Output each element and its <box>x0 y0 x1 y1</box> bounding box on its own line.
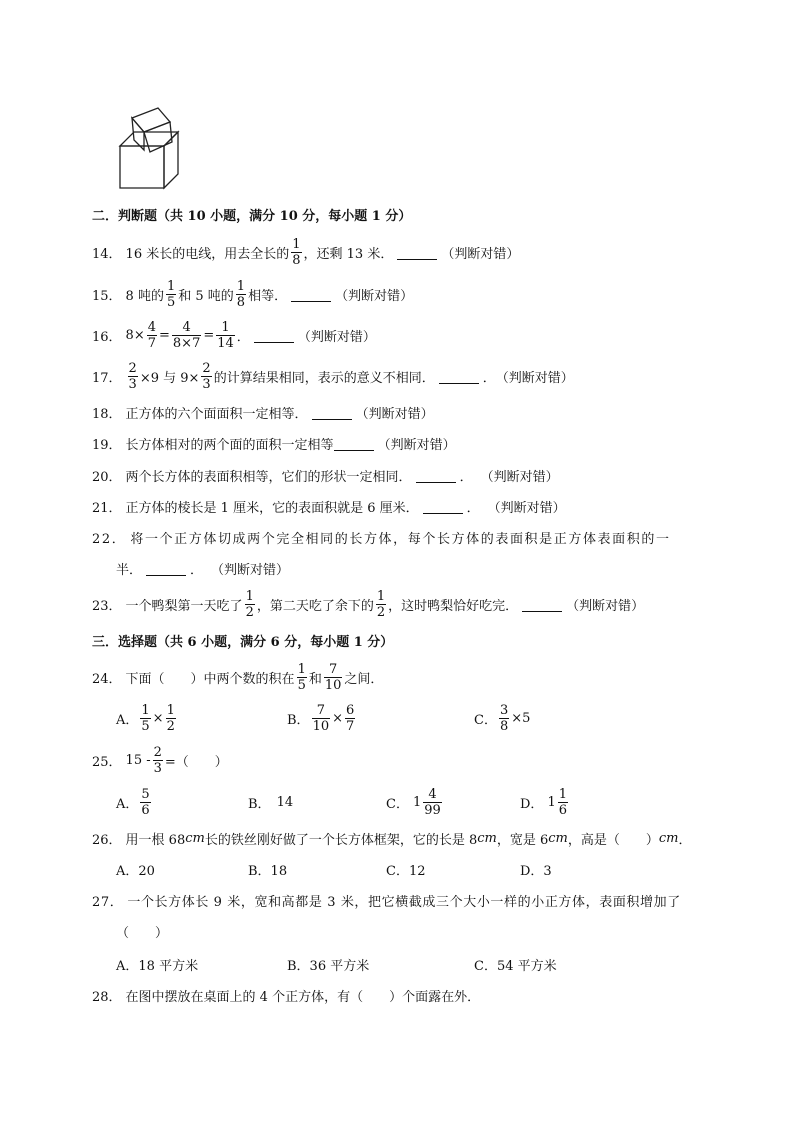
denominator: 6 <box>558 802 567 818</box>
question-text: ． <box>678 832 692 848</box>
equals-sign: = <box>203 327 215 343</box>
denominator: 8 <box>499 718 509 734</box>
denominator: 5 <box>297 677 306 693</box>
answer-blank[interactable] <box>312 405 352 420</box>
numerator: 7 <box>316 702 325 718</box>
denominator: 3 <box>153 760 162 776</box>
question-text: 将一个正方体切成两个完全相同的长方体，每个长方体的表面积是正方体表面积的一 <box>130 531 671 547</box>
numerator: 1 <box>236 278 246 294</box>
question-15 <box>92 279 413 309</box>
question-text: 长方体相对的两个面的面积一定相等 <box>125 437 334 453</box>
numerator: 2 <box>128 360 137 376</box>
fraction <box>297 663 307 692</box>
question-text: ，这时鸭梨恰好吃完． <box>388 598 519 614</box>
question-18 <box>92 397 434 427</box>
fraction <box>423 788 442 817</box>
numerator: 1 <box>245 588 254 604</box>
fraction <box>172 321 201 350</box>
question-text: ． <box>236 329 250 345</box>
denominator: 2 <box>166 718 175 734</box>
option-a[interactable] <box>116 703 178 733</box>
denominator: 7 <box>147 335 156 351</box>
question-text: 长的铁丝刚好做了一个长方体框架，它的长是 8 <box>204 832 478 848</box>
numerator: 5 <box>141 786 150 802</box>
question-text: 下面（ ）中两个数的积在 <box>125 671 295 687</box>
question-number: 24． <box>92 671 122 687</box>
option-text: A．18 平方米 <box>116 958 199 974</box>
judge-tag: （判断对错） <box>566 598 645 614</box>
fraction <box>345 704 355 733</box>
fraction <box>291 238 301 267</box>
fraction <box>166 280 176 309</box>
question-text: ，还剩 13 米． <box>303 246 394 262</box>
unit: cm <box>185 830 205 846</box>
option-c[interactable] <box>386 854 426 884</box>
question-text: ×9 与 9× <box>139 370 200 386</box>
operator: × <box>152 710 164 726</box>
denominator: 10 <box>312 718 330 734</box>
question-text: 用一根 68 <box>125 832 186 848</box>
question-text: 一个鸭梨第一天吃了 <box>125 598 243 614</box>
option-b[interactable] <box>248 787 293 817</box>
question-text: ． <box>459 469 473 485</box>
question-number: 26． <box>92 832 122 848</box>
option-text: B．36 平方米 <box>287 958 370 974</box>
fraction <box>166 704 176 733</box>
question-text: 的计算结果相同，表示的意义不相同． <box>213 370 435 386</box>
fraction <box>236 280 246 309</box>
question-number: 14． <box>92 246 122 262</box>
question-16 <box>92 320 376 350</box>
question-text: 半． <box>116 562 143 578</box>
fraction <box>324 663 343 692</box>
answer-blank[interactable] <box>146 561 186 576</box>
judge-tag: （判断对错） <box>480 469 559 485</box>
question-24 <box>92 662 383 692</box>
question-text: ，宽是 6 <box>496 832 549 848</box>
answer-blank[interactable] <box>439 369 479 384</box>
option-b[interactable] <box>287 703 357 733</box>
question-number: 25． <box>92 754 122 770</box>
question-17 <box>92 361 574 391</box>
denominator: 2 <box>376 604 386 620</box>
question-text: ，第二天吃了余下的 <box>256 598 374 614</box>
option-label: D． <box>520 796 544 812</box>
question-text: 8 吨的 <box>125 288 164 304</box>
option-a[interactable] <box>116 854 155 884</box>
denominator: 10 <box>324 677 342 693</box>
question-text: 相等． <box>248 288 288 304</box>
option-c[interactable] <box>474 703 530 733</box>
numerator: 1 <box>292 236 301 252</box>
question-22-continued <box>116 553 289 583</box>
question-text: 8× <box>125 327 145 343</box>
question-number: 21． <box>92 500 122 516</box>
denominator: 14 <box>217 335 234 351</box>
question-22 <box>92 522 671 552</box>
whole-number: 1 <box>547 794 556 810</box>
fraction <box>128 362 138 391</box>
question-27-continued <box>116 916 168 946</box>
numerator: 4 <box>428 786 437 802</box>
operator: ×5 <box>511 710 531 726</box>
question-number: 23． <box>92 598 122 614</box>
stacked-cubes-figure <box>116 104 188 190</box>
denominator: 7 <box>346 718 355 734</box>
numerator: 1 <box>166 278 176 294</box>
whole-number: 1 <box>412 794 422 810</box>
question-14 <box>92 237 519 267</box>
numerator: 1 <box>166 702 175 718</box>
question-text: （ ） <box>116 925 169 941</box>
numerator: 1 <box>141 702 150 718</box>
denominator: 99 <box>424 802 441 818</box>
judge-tag: （判断对错） <box>211 562 290 578</box>
question-number: 27． <box>92 894 124 910</box>
answer-blank[interactable] <box>334 436 374 451</box>
question-text: 正方体的六个面面积一定相等． <box>125 406 308 422</box>
question-text: 和 <box>308 671 322 687</box>
question-text: ，高是（ ） <box>567 832 659 848</box>
fraction <box>376 590 386 619</box>
question-25 <box>92 745 228 775</box>
judge-tag: （判断对错） <box>297 329 376 345</box>
unit: cm <box>548 830 568 846</box>
option-c[interactable] <box>386 787 444 817</box>
fraction <box>201 362 211 391</box>
judge-tag: （判断对错） <box>335 288 414 304</box>
denominator: 2 <box>245 604 254 620</box>
question-text: 在图中摆放在桌面上的 4 个正方体，有（ ）个面露在外． <box>125 989 481 1005</box>
question-text: 16 米长的电线，用去全长的 <box>125 246 290 262</box>
question-26 <box>92 823 692 853</box>
fraction <box>153 746 163 775</box>
option-a[interactable] <box>116 949 198 979</box>
question-number: 28． <box>92 989 122 1005</box>
judge-tag: （判断对错） <box>495 370 574 386</box>
fraction <box>312 704 331 733</box>
numerator: 6 <box>346 702 355 718</box>
denominator: 5 <box>166 294 176 310</box>
denominator: 8 <box>236 294 246 310</box>
question-text: 正方体的棱长是 1 厘米，它的表面积就是 6 厘米． <box>125 500 419 516</box>
denominator: 8×7 <box>172 335 201 351</box>
option-d[interactable] <box>520 854 552 884</box>
unit: cm <box>477 830 497 846</box>
judge-tag: （判断对错） <box>355 406 434 422</box>
question-20 <box>92 460 559 490</box>
numerator: 4 <box>147 319 156 335</box>
option-text: C．54 平方米 <box>474 958 557 974</box>
question-text: 两个长方体的表面积相等，它们的形状一定相同． <box>125 469 412 485</box>
question-text: =（ ） <box>164 754 228 770</box>
fraction <box>499 704 509 733</box>
question-number: 16． <box>92 329 122 345</box>
option-text: C．12 <box>386 863 426 879</box>
option-label: C． <box>474 712 497 728</box>
option-text: D．3 <box>520 863 552 879</box>
question-number: 22． <box>92 531 127 547</box>
denominator: 8 <box>292 252 301 268</box>
option-label: B． <box>248 796 271 812</box>
question-28 <box>92 980 480 1010</box>
question-number: 17． <box>92 370 122 386</box>
option-label: A． <box>116 796 139 812</box>
equals-sign: = <box>159 327 170 343</box>
question-21 <box>92 491 566 521</box>
numerator: 1 <box>376 588 386 604</box>
numerator: 1 <box>297 661 306 677</box>
denominator: 5 <box>141 718 150 734</box>
question-number: 18． <box>92 406 122 422</box>
question-text: ． <box>466 500 480 516</box>
answer-blank[interactable] <box>254 328 294 343</box>
question-text: 之间． <box>344 671 384 687</box>
answer-blank[interactable] <box>397 245 437 260</box>
question-23 <box>92 589 644 619</box>
fraction <box>140 704 150 733</box>
question-number: 19． <box>92 437 122 453</box>
operator: × <box>332 710 344 726</box>
numerator: 3 <box>499 702 509 718</box>
numerator: 7 <box>328 661 338 677</box>
answer-blank[interactable] <box>522 597 562 612</box>
answer-blank[interactable] <box>416 468 456 483</box>
question-number: 20． <box>92 469 122 485</box>
option-text: B．18 <box>248 863 288 879</box>
judge-tag: （判断对错） <box>441 246 520 262</box>
question-number: 15． <box>92 288 122 304</box>
numerator: 4 <box>182 319 191 335</box>
question-text: 一个长方体长 9 米，宽和高都是 3 米，把它横截成三个大小一样的小正方体，表面积增加了 <box>127 894 681 910</box>
section-3-title: 三．选择题（共 6 小题，满分 6 分，每小题 1 分） <box>92 634 394 650</box>
denominator: 3 <box>128 376 137 392</box>
judge-tag: （判断对错） <box>487 500 566 516</box>
option-a[interactable] <box>116 787 153 817</box>
fraction <box>140 788 150 817</box>
answer-blank[interactable] <box>423 499 463 514</box>
option-c[interactable] <box>474 949 557 979</box>
fraction <box>558 788 568 817</box>
option-b[interactable] <box>248 854 287 884</box>
numerator: 1 <box>558 786 567 802</box>
option-value: 14 <box>276 794 294 810</box>
option-label: B． <box>287 712 310 728</box>
question-19 <box>92 428 456 458</box>
question-text: ． <box>482 370 496 386</box>
option-text: A．20 <box>116 863 155 879</box>
numerator: 2 <box>202 360 211 376</box>
option-label: A． <box>116 712 139 728</box>
answer-blank[interactable] <box>291 287 331 302</box>
option-d[interactable] <box>520 787 570 817</box>
fraction <box>147 321 157 350</box>
option-b[interactable] <box>287 949 369 979</box>
denominator: 6 <box>141 802 150 818</box>
fraction <box>216 321 235 350</box>
judge-tag: （判断对错） <box>377 437 456 453</box>
unit: cm <box>658 830 679 846</box>
question-text: 和 5 吨的 <box>178 288 234 304</box>
section-3-heading <box>92 625 393 655</box>
numerator: 1 <box>221 319 230 335</box>
fraction <box>245 590 255 619</box>
section-2-title: 二．判断题（共 10 小题，满分 10 分，每小题 1 分） <box>92 208 412 224</box>
question-text: 15 - <box>125 752 151 768</box>
option-label: C． <box>386 796 409 812</box>
numerator: 2 <box>153 744 162 760</box>
question-27 <box>92 885 681 915</box>
question-text: ． <box>190 562 204 578</box>
denominator: 3 <box>202 376 211 392</box>
section-2-heading <box>92 199 411 229</box>
